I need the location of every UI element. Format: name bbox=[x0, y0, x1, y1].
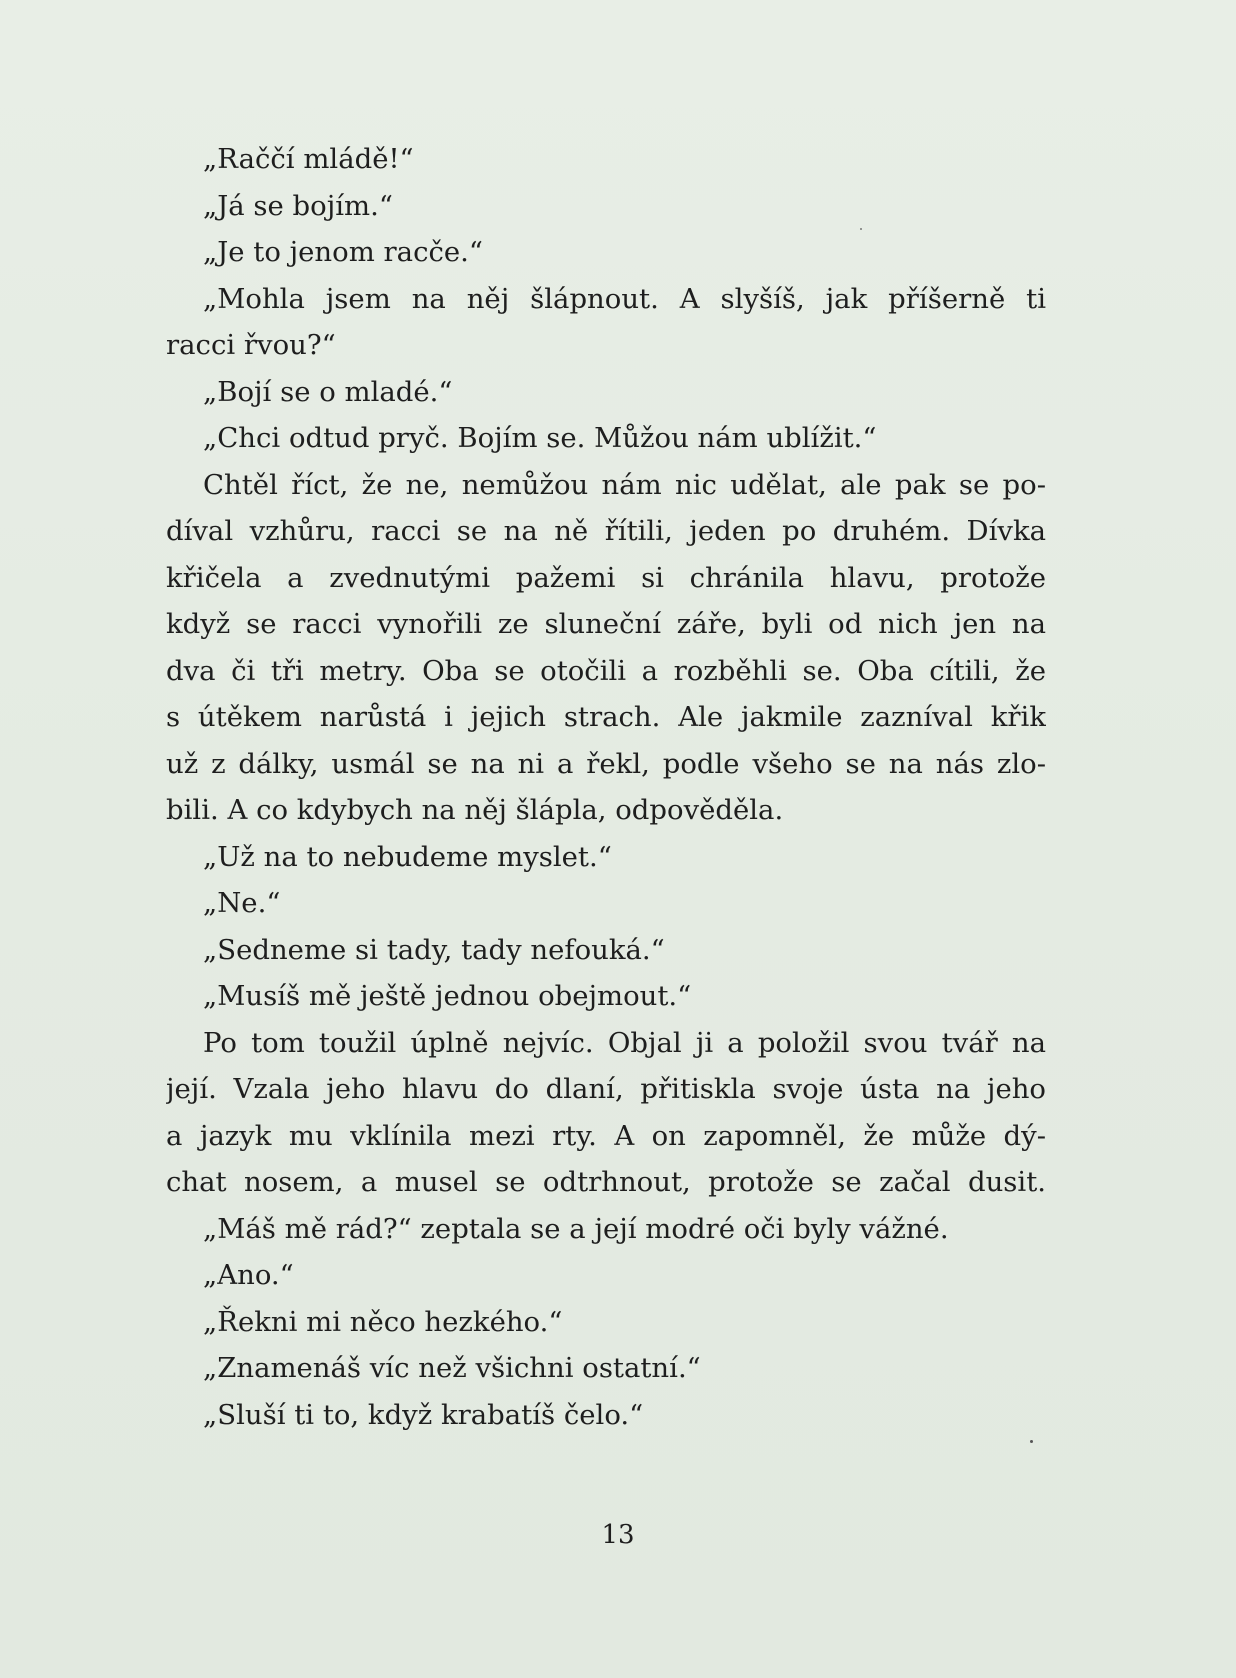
text-line: „Ne.“ bbox=[203, 887, 281, 919]
text-line: když se racci vynořili ze sluneční záře, byli od nich jen na bbox=[166, 608, 1046, 640]
page-number: 13 bbox=[601, 1520, 635, 1550]
paper-speck bbox=[860, 228, 862, 230]
text-line: „Musíš mě ještě jednou obejmout.“ bbox=[203, 980, 692, 1012]
text-line: „Už na to nebudeme myslet.“ bbox=[203, 840, 612, 873]
text-line: „Je to jenom racče.“ bbox=[203, 236, 483, 268]
text-line: Chtěl říct, že ne, nemůžou nám nic udělat, ale pak se po- bbox=[203, 468, 1046, 501]
text-line: „Ano.“ bbox=[203, 1259, 294, 1291]
text-line: „Chci odtud pryč. Bojím se. Můžou nám ublížit.“ bbox=[203, 422, 877, 454]
text-line: její. Vzala jeho hlavu do dlaní, přitiskla svoje ústa na jeho bbox=[166, 1073, 1046, 1105]
text-line: křičela a zvednutými pažemi si chránila hlavu, protože bbox=[166, 561, 1046, 594]
text-line: „Máš mě rád?“ zeptala se a její modré oči byly vážné. bbox=[203, 1212, 949, 1245]
text-line: racci řvou?“ bbox=[166, 329, 336, 361]
body-text bbox=[166, 136, 1046, 1438]
text-line: díval vzhůru, racci se na ně řítili, jeden po druhém. Dívka bbox=[166, 515, 1046, 547]
text-line: „Já se bojím.“ bbox=[203, 189, 393, 222]
text-line: a jazyk mu vklínila mezi rty. A on zapomněl, že může dý- bbox=[166, 1119, 1046, 1152]
text-line: chat nosem, a musel se odtrhnout, protože se začal dusit. bbox=[166, 1166, 1046, 1198]
text-line: dva či tři metry. Oba se otočili a rozběhli se. Oba cítili, že bbox=[166, 654, 1046, 687]
text-line: s útěkem narůstá i jejich strach. Ale jakmile zazníval křik bbox=[166, 701, 1046, 733]
paper-speck bbox=[1030, 1440, 1033, 1443]
text-line: „Sluší ti to, když krabatíš čelo.“ bbox=[203, 1398, 644, 1431]
text-line: „Sedneme si tady, tady nefouká.“ bbox=[203, 933, 665, 966]
text-line: „Bojí se o mladé.“ bbox=[203, 375, 453, 408]
text-line: „Mohla jsem na něj šlápnout. A slyšíš, jak příšerně ti bbox=[203, 282, 1046, 315]
text-line: „Řekni mi něco hezkého.“ bbox=[203, 1305, 563, 1338]
text-line: už z dálky, usmál se na ni a řekl, podle všeho se na nás zlo- bbox=[166, 747, 1046, 780]
text-line: bili. A co kdybych na něj šlápla, odpověděla. bbox=[166, 794, 784, 826]
text-line: „Znamenáš víc než všichni ostatní.“ bbox=[203, 1352, 701, 1384]
text-line: „Raččí mládě!“ bbox=[203, 143, 414, 175]
text-line: Po tom toužil úplně nejvíc. Objal ji a položil svou tvář na bbox=[203, 1026, 1046, 1059]
